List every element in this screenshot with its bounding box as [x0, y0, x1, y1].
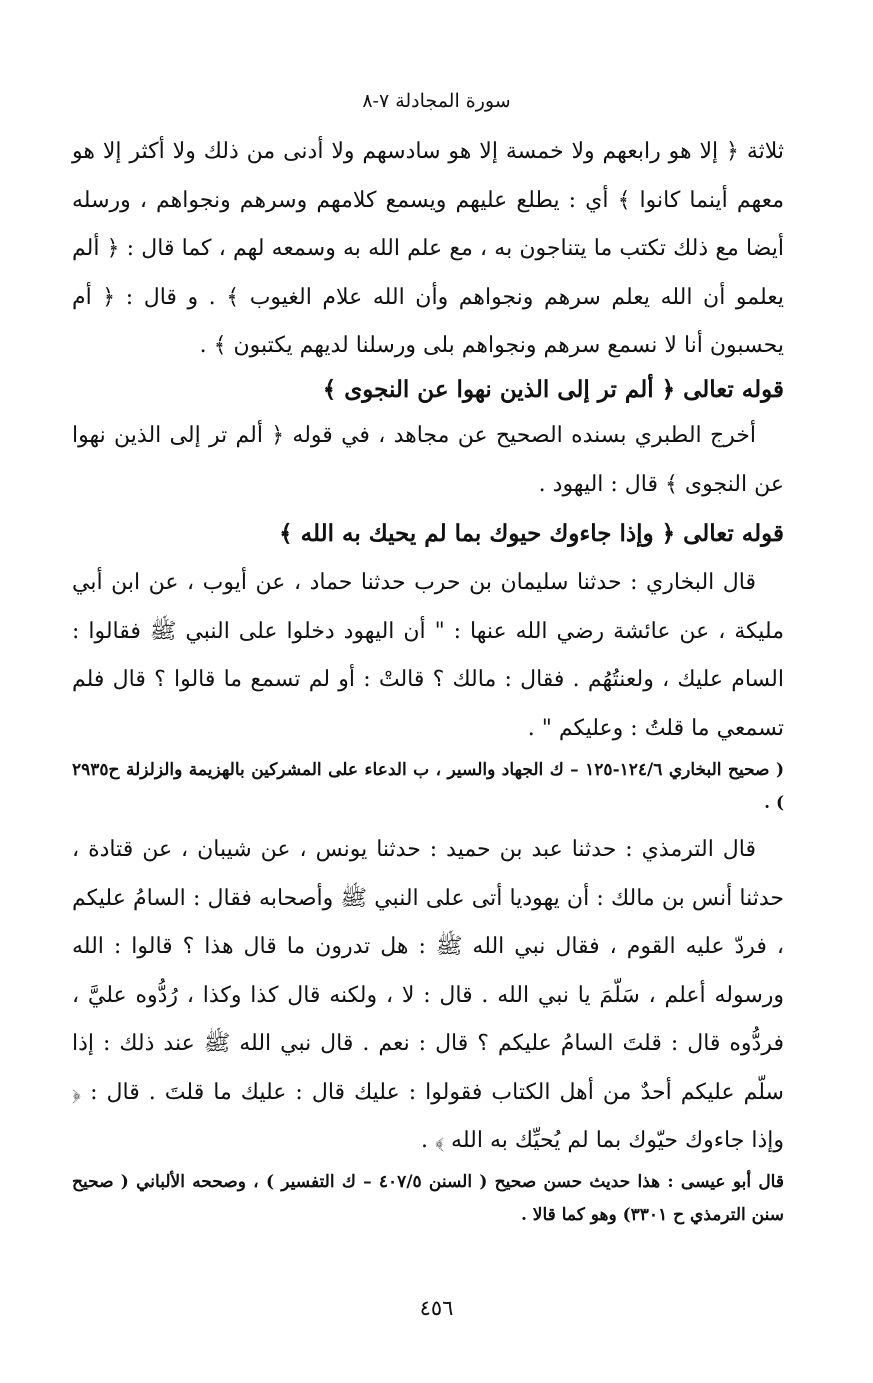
- section-heading-najwa: قوله تعالى ﴿ ألم تر إلى الذين نهوا عن النجوى ﴾: [322, 376, 784, 403]
- bukhari-reference-note: ( صحيح البخاري ١٢٤/٦-١٢٥ – ك الجهاد والسير ، ب الدعاء على المشركين بالهزيمة والزلزلة ح٢٩٣٥ ) .: [72, 760, 785, 813]
- bukhari-hadith-paragraph: قال البخاري : حدثنا سليمان بن حرب حدثنا حماد ، عن أيوب ، عن ابن أبي مليكة ، عن عائشة رضي الله عنها : " أن اليهود دخلوا على النبي ﷺ فقالوا : السام عليك ، ولعنتُهُم . فقال : مالك ؟ قالتْ : أو لم تسمع ما قالوا ؟ قال فلم تسمعي ما قلتُ : وعليكم " .: [72, 570, 784, 741]
- running-header: سورة المجادلة ٧-٨: [362, 90, 511, 112]
- section-heading-greeting: قوله تعالى ﴿ وإذا جاءوك حيوك بما لم يحيك به الله ﴾: [279, 520, 784, 547]
- verse-commentary-paragraph: ثلاثة ﴿ إلا هو رابعهم ولا خمسة إلا هو سادسهم ولا أدنى من ذلك ولا أكثر إلا هو معهم أينما كانوا ﴾ أي : يطلع عليهم ويسمع كلامهم وسرهم ونجواهم ، ورسله أيضا مع ذلك تكتب ما يتناجون به ، مع علم الله به وسمعه لهم ، كما قال : ﴿ ألم يعلمو أن الله يعلم سرهم ونجواهم وأن الله علام الغيوب ﴾ . و قال : ﴿ أم يحسبون أنا لا نسمع سرهم ونجواهم بلى ورسلنا لديهم يكتبون ﴾ .: [72, 139, 784, 358]
- tirmidhi-reference-note: قال أبو عيسى : هذا حديث حسن صحيح ( السنن ٤٠٧/٥ – ك التفسير ) ، وصححه الألباني ( صحيح سنن الترمذي ح ٣٣٠١) وهو كما قالا .: [72, 1172, 784, 1225]
- tirmidhi-hadith-paragraph: قال الترمذي : حدثنا عبد بن حميد : حدثنا يونس ، عن شيبان ، عن قتادة ، حدثنا أنس بن مالك : أن يهوديا أتى على النبي ﷺ وأصحابه فقال : السامُ عليكم ، فردّ عليه القوم ، فقال نبي الله ﷺ : هل تدرون ما قال هذا ؟ قالوا : الله ورسوله أعلم ، سَلّمَ يا نبي الله . قال : لا ، ولكنه قال كذا وكذا ، رُدُّوه عليَّ ، فردُّوه قال : قلتَ السامُ عليكم ؟ قال : نعم . قال نبي الله ﷺ عند ذلك : إذا سلّم عليكم أحدٌ من أهل الكتاب فقولوا : عليك قال : عليك ما قلتَ . قال : ﴿ وإذا جاءوك حيّوك بما لم يُحيِّك به الله ﴾ .: [72, 837, 784, 1153]
- page-number: ٤٥٦: [419, 1296, 454, 1320]
- tabari-paragraph: أخرج الطبري بسنده الصحيح عن مجاهد ، في قوله ﴿ ألم تر إلى الذين نهوا عن النجوى ﴾ قال : اليهود .: [72, 423, 784, 497]
